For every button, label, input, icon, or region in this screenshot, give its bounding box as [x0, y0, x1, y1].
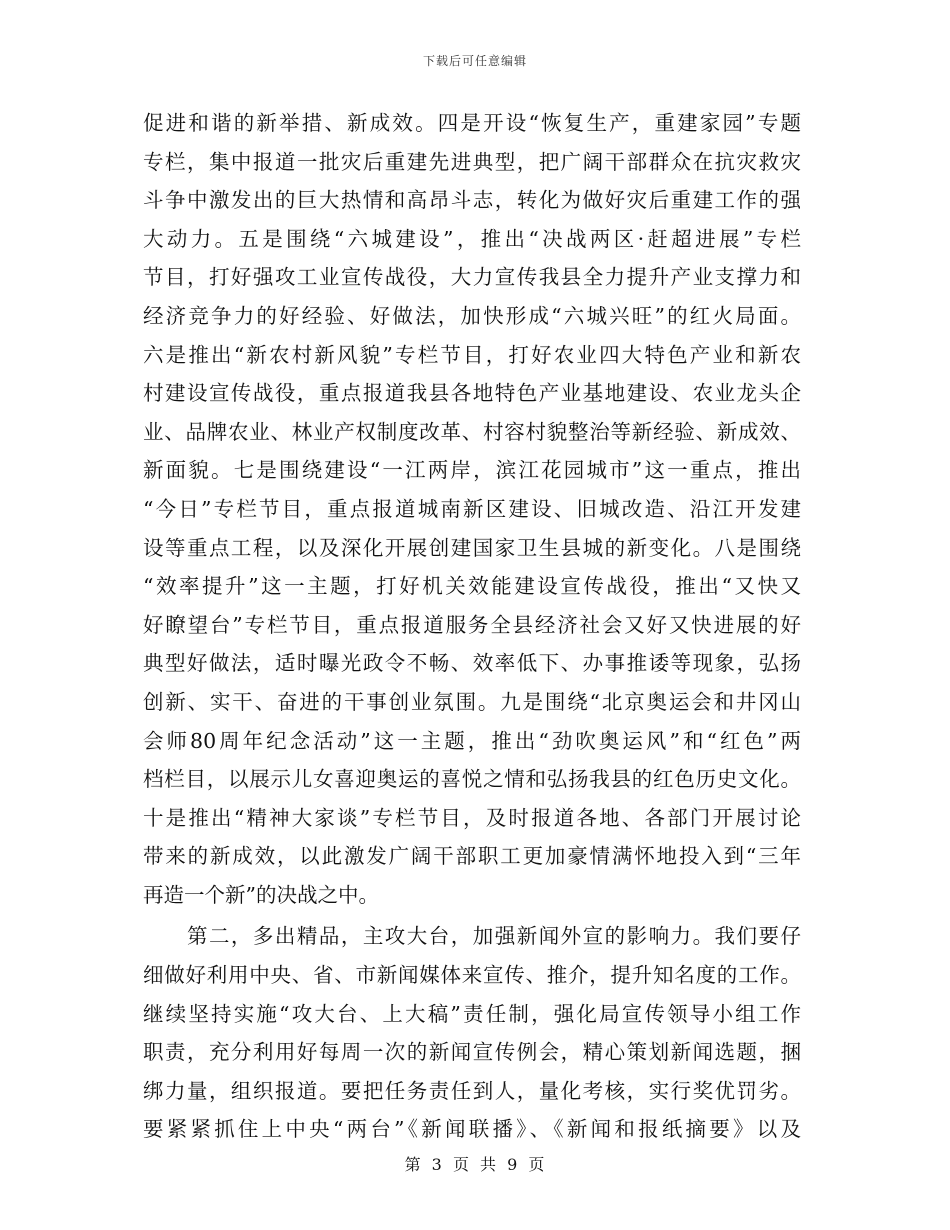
text-line: 典型好做法，适时曝光政令不畅、效率低下、办事推诿等现象，弘扬 — [143, 651, 801, 676]
page-number: 第 3 页 共 9 页 — [404, 1155, 546, 1174]
text-line: 十是推出“精神大家谈”专栏节目，及时报道各地、各部门开展讨论 — [143, 805, 801, 830]
document-body — [143, 104, 801, 1149]
text-line: 六是推出“新农村新风貌”专栏节目，打好农业四大特色产业和新农 — [143, 342, 801, 367]
text-line: 绑力量，组织报道。要把任务责任到人，量化考核，实行奖优罚劣。 — [143, 1078, 801, 1103]
text-line: 细做好利用中央、省、市新闻媒体来宣传、推介，提升知名度的工作。 — [143, 963, 801, 988]
text-line: 职责，充分利用好每周一次的新闻宣传例会，精心策划新闻选题，捆 — [143, 1040, 801, 1065]
text-line: 再造一个新”的决战之中。 — [143, 882, 379, 907]
text-line: 第二，多出精品，主攻大台，加强新闻外宣的影响力。我们要仔 — [143, 924, 801, 949]
text-line: 继续坚持实施“攻大台、上大稿”责任制，强化局宣传领导小组工作 — [143, 1001, 801, 1026]
text-line: 带来的新成效，以此激发广阔干部职工更加豪情满怀地投入到“三年 — [143, 844, 801, 869]
text-line: 节目，打好强攻工业宣传战役，大力宣传我县全力提升产业支撑力和 — [143, 265, 801, 290]
text-line: 设等重点工程，以及深化开展创建国家卫生县城的新变化。八是围绕 — [143, 535, 801, 560]
text-line: 会师80周年纪念活动”这一主题，推出“劲吹奥运风”和“红色”两 — [143, 728, 801, 753]
text-line: 村建设宣传战役，重点报道我县各地特色产业基地建设、农业龙头企 — [143, 381, 801, 406]
text-line: “今日”专栏节目，重点报道城南新区建设、旧城改造、沿江开发建 — [143, 496, 801, 521]
text-line: “效率提升”这一主题，打好机关效能建设宣传战役，推出“又快又 — [143, 574, 801, 599]
text-line: 要紧紧抓住上中央“两台”《新闻联播》、《新闻和报纸摘要》以及 — [143, 1117, 801, 1142]
text-line: 好瞭望台”专栏节目，重点报道服务全县经济社会又好又快进展的好 — [143, 612, 801, 637]
text-line: 促进和谐的新举措、新成效。四是开设“恢复生产，重建家园”专题 — [143, 111, 801, 135]
text-line: 新面貌。七是围绕建设“一江两岸，滨江花园城市”这一重点，推出 — [143, 458, 801, 483]
paragraph-2 — [143, 917, 801, 1149]
text-line: 业、品牌农业、林业产权制度改革、村容村貌整治等新经验、新成效、 — [143, 419, 801, 444]
text-line: 专栏，集中报道一批灾后重建先进典型，把广阔干部群众在抗灾救灾 — [143, 149, 801, 174]
text-line: 创新、实干、奋进的干事创业氛围。九是围绕“北京奥运会和井冈山 — [143, 689, 801, 714]
page-header: 下载后可任意编辑 — [422, 54, 527, 68]
text-line: 经济竞争力的好经验、好做法，加快形成“六城兴旺”的红火局面。 — [143, 303, 801, 328]
text-line: 斗争中激发出的巨大热情和高昂斗志，转化为做好灾后重建工作的强 — [143, 188, 801, 213]
text-line: 大动力。五是围绕“六城建设”，推出“决战两区·赶超进展”专栏 — [143, 226, 801, 251]
text-line: 档栏目，以展示儿女喜迎奥运的喜悦之情和弘扬我县的红色历史文化。 — [143, 767, 801, 792]
paragraph-1 — [143, 104, 801, 914]
